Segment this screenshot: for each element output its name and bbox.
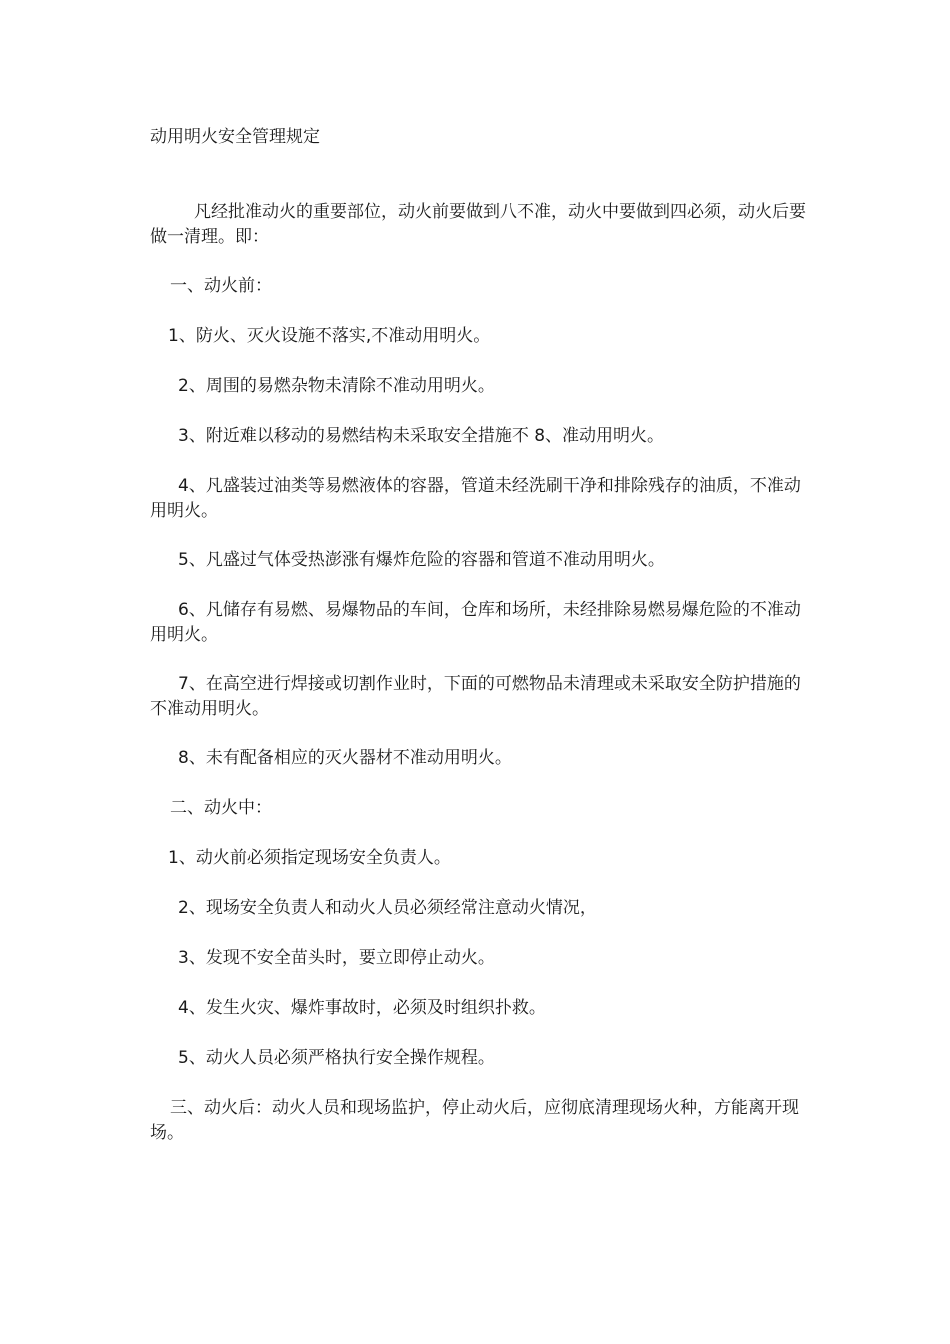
list-item: 3、发现不安全苗头时，要立即停止动火。 (178, 948, 495, 968)
list-item: 2、周围的易燃杂物未清除不准动用明火。 (178, 376, 495, 396)
list-item: 5、动火人员必须严格执行安全操作规程。 (178, 1048, 495, 1068)
list-item: 5、凡盛过气体受热澎涨有爆炸危险的容器和管道不准动用明火。 (178, 550, 665, 570)
document-title: 动用明火安全管理规定 (150, 127, 320, 147)
list-item: 3、附近难以移动的易燃结构未采取安全措施不 8、准动用明火。 (178, 426, 665, 446)
list-item: 1、防火、灭火设施不落实,不准动用明火。 (168, 326, 491, 346)
list-item: 6、凡储存有易燃、易爆物品的车间，仓库和场所，未经排除易燃易爆危险的不准动用明火。 (150, 600, 801, 645)
list-item: 4、凡盛装过油类等易燃液体的容器，管道未经洗刷干净和排除残存的油质，不准动用明火。 (150, 476, 801, 521)
section-after-paragraph: 三、动火后：动火人员和现场监护，停止动火后，应彻底清理现场火种，方能离开现场。 (150, 1098, 799, 1143)
list-item: 4、发生火灾、爆炸事故时，必须及时组织扑救。 (178, 998, 546, 1018)
list-item: 1、动火前必须指定现场安全负责人。 (168, 848, 451, 868)
section-heading-before: 一、动火前： (170, 276, 272, 296)
list-item: 8、未有配备相应的灭火器材不准动用明火。 (178, 748, 512, 768)
section-heading-during: 二、动火中： (170, 798, 272, 818)
list-item: 7、在高空进行焊接或切割作业时，下面的可燃物品未清理或未采取安全防护措施的不准动用明火。 (150, 674, 801, 719)
intro-paragraph: 凡经批准动火的重要部位，动火前要做到八不准，动火中要做到四必须，动火后要做一清理。即： (150, 202, 806, 247)
list-item: 2、现场安全负责人和动火人员必须经常注意动火情况， (178, 898, 597, 918)
